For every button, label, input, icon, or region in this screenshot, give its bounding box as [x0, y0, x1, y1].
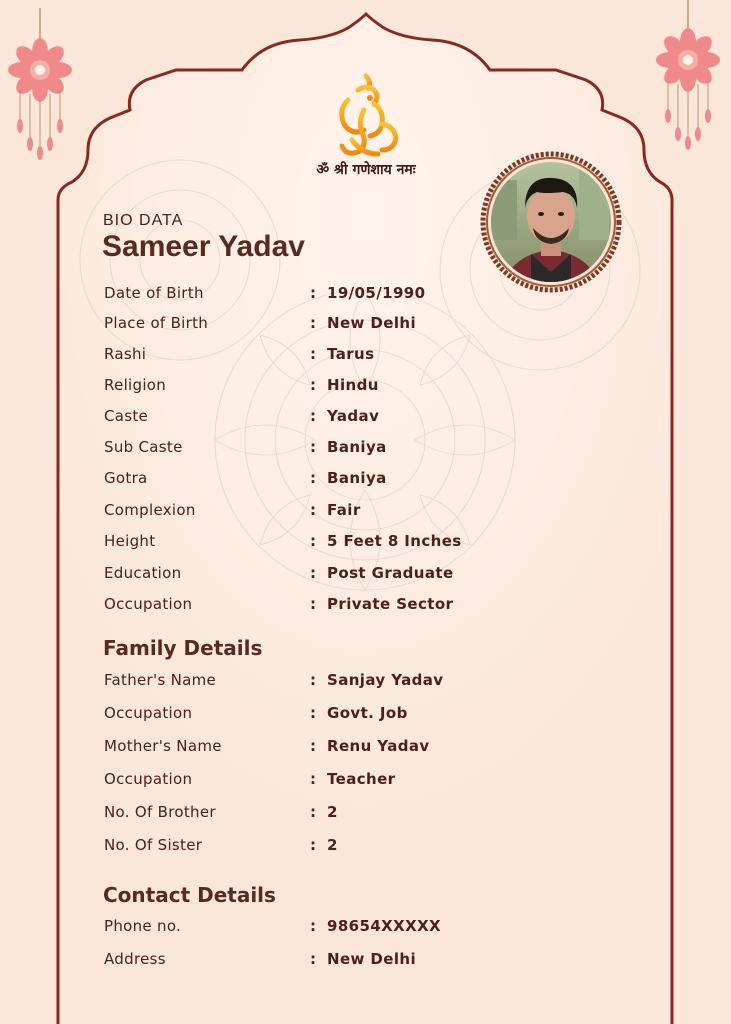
detail-label: Occupation: [104, 770, 193, 788]
separator: :: [310, 314, 316, 332]
detail-label: Occupation: [104, 595, 193, 613]
detail-value: Baniya: [327, 438, 387, 456]
detail-label: No. Of Brother: [104, 803, 216, 821]
separator: :: [310, 737, 316, 755]
detail-value: Hindu: [327, 376, 379, 394]
separator: :: [310, 704, 316, 722]
detail-row: [0, 438, 731, 462]
person-name: Sameer Yadav: [102, 230, 305, 263]
contact-section-title: Contact Details: [103, 883, 276, 907]
detail-label: Height: [104, 532, 156, 550]
separator: :: [310, 950, 316, 968]
separator: :: [310, 803, 316, 821]
detail-row: [0, 532, 731, 556]
detail-value: Post Graduate: [327, 564, 454, 582]
detail-label: Caste: [104, 407, 149, 425]
separator: :: [310, 407, 316, 425]
detail-row: [0, 595, 731, 619]
detail-value: 98654XXXXX: [327, 917, 442, 935]
detail-row: [0, 376, 731, 400]
detail-label: Religion: [104, 376, 167, 394]
detail-row: [0, 803, 731, 827]
detail-label: Gotra: [104, 469, 148, 487]
family-section-title: Family Details: [103, 636, 263, 660]
detail-row: [0, 950, 731, 974]
separator: :: [310, 564, 316, 582]
detail-value: New Delhi: [327, 314, 416, 332]
detail-label: Place of Birth: [104, 314, 209, 332]
detail-label: Education: [104, 564, 182, 582]
hanging-flower-left-icon: [8, 8, 74, 160]
separator: :: [310, 671, 316, 689]
separator: :: [310, 284, 316, 302]
detail-row: [0, 770, 731, 794]
detail-row: [0, 345, 731, 369]
detail-value: Private Sector: [327, 595, 454, 613]
separator: :: [310, 469, 316, 487]
detail-value: New Delhi: [327, 950, 416, 968]
detail-row: [0, 836, 731, 860]
detail-row: [0, 407, 731, 431]
detail-label: Date of Birth: [104, 284, 204, 302]
detail-row: [0, 314, 731, 338]
detail-label: Complexion: [104, 501, 196, 519]
detail-value: Govt. Job: [327, 704, 408, 722]
separator: :: [310, 595, 316, 613]
ganesha-icon: [328, 70, 404, 162]
mantra-text: ॐ श्री गणेशाय नमः: [316, 162, 416, 178]
detail-row: [0, 501, 731, 525]
hanging-flower-right-icon: [654, 0, 720, 150]
separator: :: [310, 532, 316, 550]
detail-label: No. Of Sister: [104, 836, 203, 854]
detail-label: Father's Name: [104, 671, 217, 689]
separator: :: [310, 917, 316, 935]
biodata-label: BIO DATA: [103, 212, 184, 229]
separator: :: [310, 770, 316, 788]
detail-value: Teacher: [327, 770, 396, 788]
detail-value: 2: [327, 836, 338, 854]
detail-value: Baniya: [327, 469, 387, 487]
detail-row: [0, 917, 731, 941]
detail-label: Sub Caste: [104, 438, 183, 456]
profile-photo: [479, 150, 623, 294]
detail-value: 2: [327, 803, 338, 821]
separator: :: [310, 438, 316, 456]
detail-label: Mother's Name: [104, 737, 222, 755]
detail-label: Phone no.: [104, 917, 182, 935]
detail-row: [0, 284, 731, 308]
detail-row: [0, 469, 731, 493]
detail-label: Occupation: [104, 704, 193, 722]
detail-row: [0, 737, 731, 761]
detail-value: 19/05/1990: [327, 284, 426, 302]
detail-value: Tarus: [327, 345, 375, 363]
detail-value: 5 Feet 8 Inches: [327, 532, 462, 550]
detail-row: [0, 564, 731, 588]
detail-label: Address: [104, 950, 166, 968]
separator: :: [310, 501, 316, 519]
detail-value: Yadav: [327, 407, 380, 425]
detail-value: Renu Yadav: [327, 737, 430, 755]
separator: :: [310, 836, 316, 854]
detail-row: [0, 671, 731, 695]
separator: :: [310, 376, 316, 394]
detail-label: Rashi: [104, 345, 147, 363]
separator: :: [310, 345, 316, 363]
detail-value: Sanjay Yadav: [327, 671, 444, 689]
detail-value: Fair: [327, 501, 361, 519]
detail-row: [0, 704, 731, 728]
